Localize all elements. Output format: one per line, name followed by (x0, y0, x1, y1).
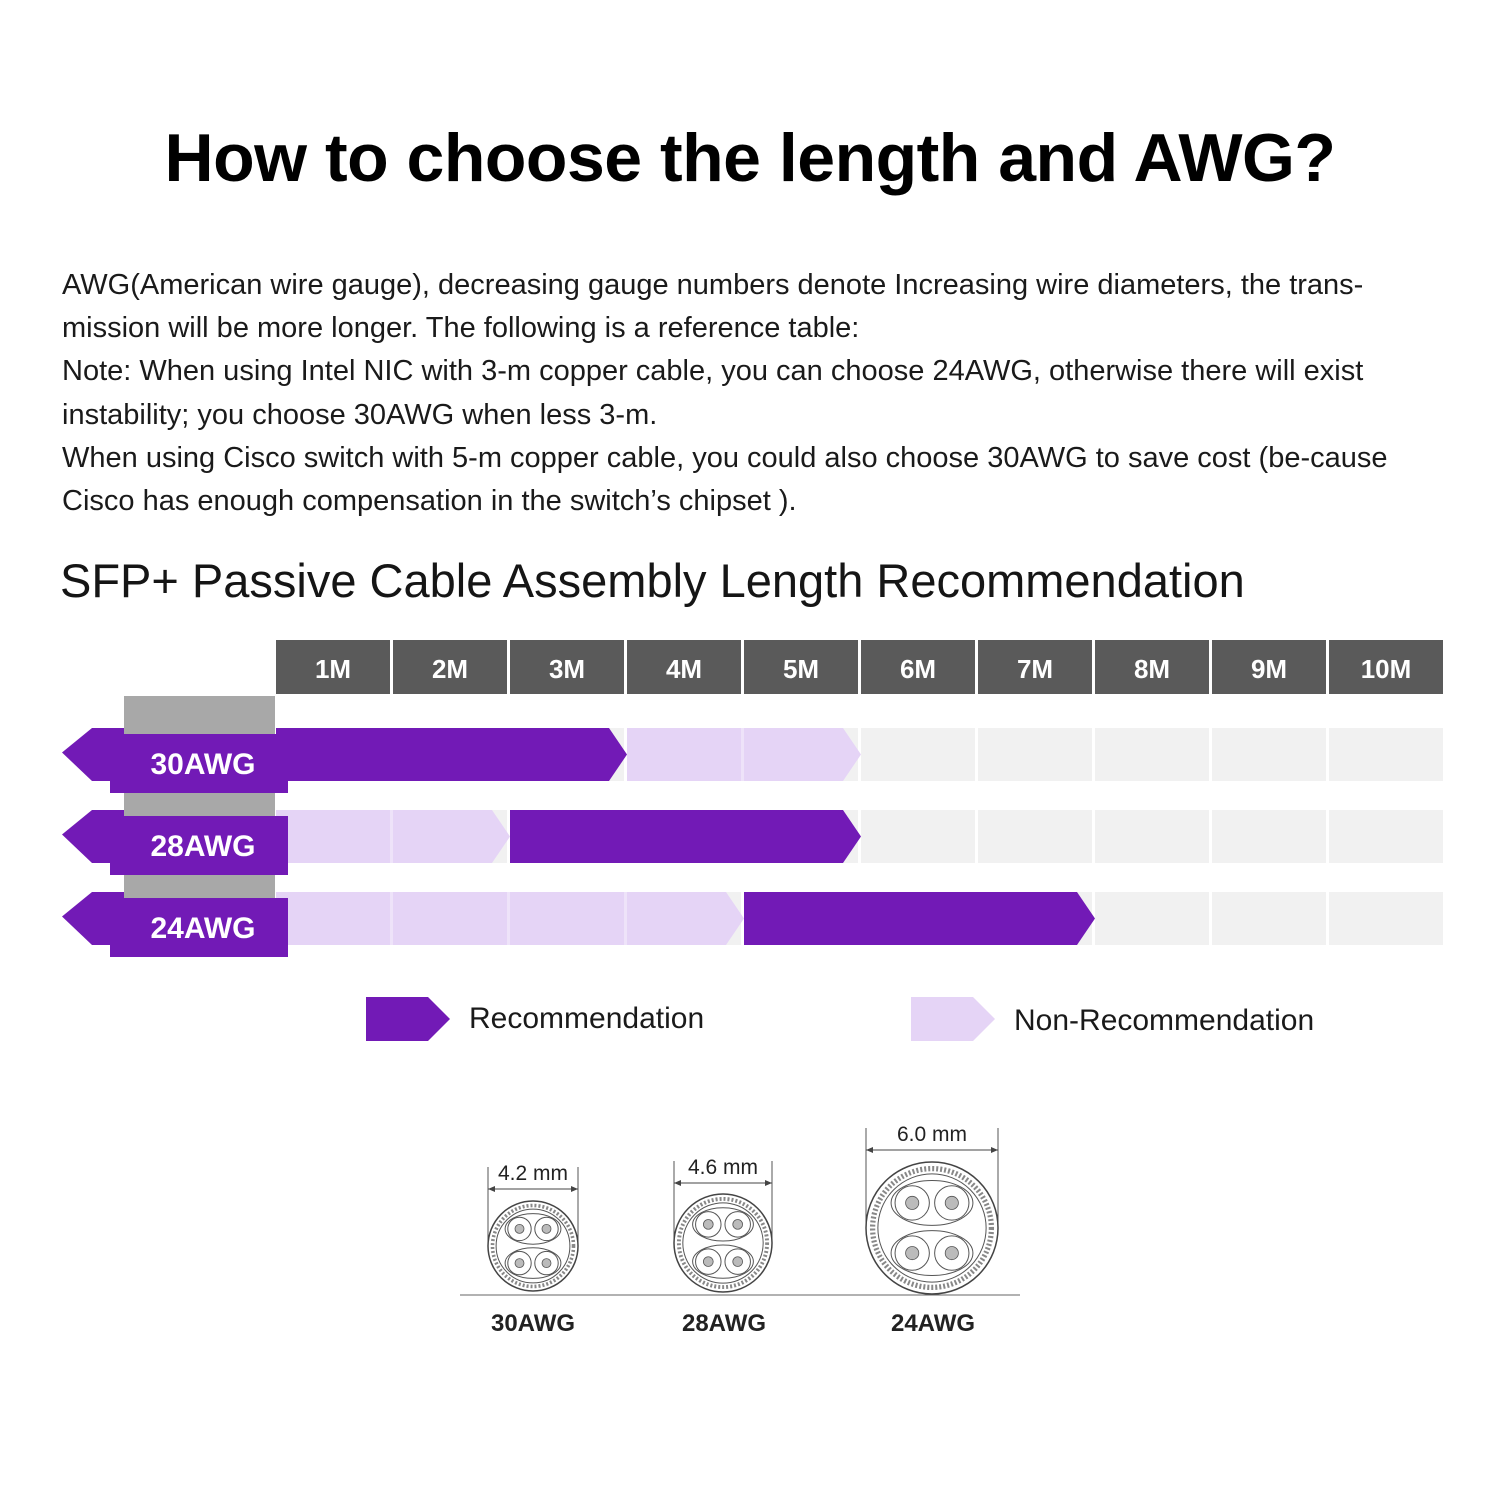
cable-30awg (488, 1162, 578, 1337)
conductor-core (945, 1246, 958, 1259)
column-header-2m (393, 640, 507, 694)
cable-awg-label: 30AWG (490, 1310, 576, 1337)
conductor-core (542, 1259, 551, 1268)
empty-cell (1212, 728, 1326, 781)
empty-cell (1212, 810, 1326, 863)
row-label: 28AWG (150, 830, 256, 863)
table-row-24awg (62, 892, 1443, 957)
empty-cell (1329, 892, 1443, 945)
empty-cell (1095, 892, 1209, 945)
twinax-pair (891, 1180, 973, 1225)
table-row-28awg (62, 810, 1443, 875)
twinax-pair (693, 1208, 754, 1241)
empty-cell (1095, 810, 1209, 863)
section-title: SFP+ Passive Cable Assembly Length Recommendation (60, 554, 1245, 607)
legend-recommendation-label: Recommendation (469, 1002, 705, 1035)
conductor-core (515, 1224, 524, 1233)
page-title: How to choose the length and AWG? (164, 120, 1336, 196)
table-row-30awg (62, 728, 1443, 793)
empty-cell (1095, 728, 1209, 781)
intro-paragraph-cisco-note: When using Cisco switch with 5-m copper cable, you could also choose 30AWG to save cost (be-cause Cisco has enough compensation in the switch’s chipset ). (62, 441, 1388, 518)
diameter-label: 4.2 mm (497, 1162, 569, 1185)
column-header-4m (627, 640, 741, 694)
twinax-pair (505, 1214, 561, 1245)
cable-awg-label: 24AWG (890, 1310, 976, 1337)
empty-cell (1212, 892, 1326, 945)
column-header-label: 4M (665, 654, 703, 684)
column-header-6m (861, 640, 975, 694)
recommended-bar (276, 728, 627, 781)
row-label: 30AWG (150, 748, 256, 781)
legend-non-recommendation-swatch (911, 997, 995, 1041)
column-header-8m (1095, 640, 1209, 694)
column-header-label: 8M (1133, 654, 1171, 684)
conductor-core (733, 1257, 743, 1267)
intro-text (62, 264, 1452, 523)
column-header-label: 6M (899, 654, 937, 684)
conductor-core (703, 1219, 713, 1229)
legend-non-recommendation-label: Non-Recommendation (1014, 1004, 1315, 1037)
column-header-label: 5M (782, 654, 820, 684)
column-header-label: 2M (431, 654, 469, 684)
conductor-core (733, 1219, 743, 1229)
intro-paragraph-intel-note: Note: When using Intel NIC with 3-m copper cable, you can choose 24AWG, otherwise there will exist instability; you choose 30AWG when less 3-m. (62, 355, 1364, 431)
conductor-core (906, 1246, 919, 1259)
column-header-7m (978, 640, 1092, 694)
empty-cell (978, 728, 1092, 781)
legend-recommendation-swatch (366, 997, 450, 1041)
dimension-arrow-left (488, 1186, 495, 1192)
conductor-core (542, 1224, 551, 1233)
empty-cell (978, 810, 1092, 863)
twinax-pair (505, 1248, 561, 1279)
column-header-5m (744, 640, 858, 694)
cable-awg-label: 28AWG (681, 1310, 767, 1337)
empty-cell (861, 728, 975, 781)
diameter-label: 4.6 mm (687, 1156, 759, 1179)
column-header-label: 1M (314, 654, 352, 684)
twinax-pair (891, 1231, 973, 1276)
conductor-core (906, 1196, 919, 1209)
column-header-label: 3M (548, 654, 586, 684)
column-header-label: 9M (1250, 654, 1288, 684)
column-header-1m (276, 640, 390, 694)
diameter-label: 6.0 mm (896, 1123, 968, 1146)
conductor-core (703, 1257, 713, 1267)
cable-24awg (866, 1123, 998, 1337)
conductor-core (515, 1259, 524, 1268)
column-header-10m (1329, 640, 1443, 694)
recommended-bar (510, 810, 861, 863)
empty-cell (1329, 810, 1443, 863)
row-label: 24AWG (150, 912, 256, 945)
dimension-arrow-left (674, 1180, 681, 1186)
column-header-9m (1212, 640, 1326, 694)
dimension-arrow-left (866, 1147, 873, 1153)
dimension-arrow-right (571, 1186, 578, 1192)
empty-cell (861, 810, 975, 863)
dimension-arrow-right (765, 1180, 772, 1186)
cable-28awg (674, 1156, 772, 1337)
cable-cross-section-diagram (440, 1110, 1040, 1350)
dimension-arrow-right (991, 1147, 998, 1153)
twinax-pair (693, 1245, 754, 1278)
column-header-label: 10M (1360, 654, 1412, 684)
column-header-3m (510, 640, 624, 694)
recommended-bar (744, 892, 1095, 945)
empty-cell (1329, 728, 1443, 781)
column-header-label: 7M (1016, 654, 1054, 684)
conductor-core (945, 1196, 958, 1209)
intro-paragraph-awg: AWG(American wire gauge), decreasing gauge numbers denote Increasing wire diameters, the trans-mission will be more longer. The following is a reference table: (62, 269, 1364, 345)
